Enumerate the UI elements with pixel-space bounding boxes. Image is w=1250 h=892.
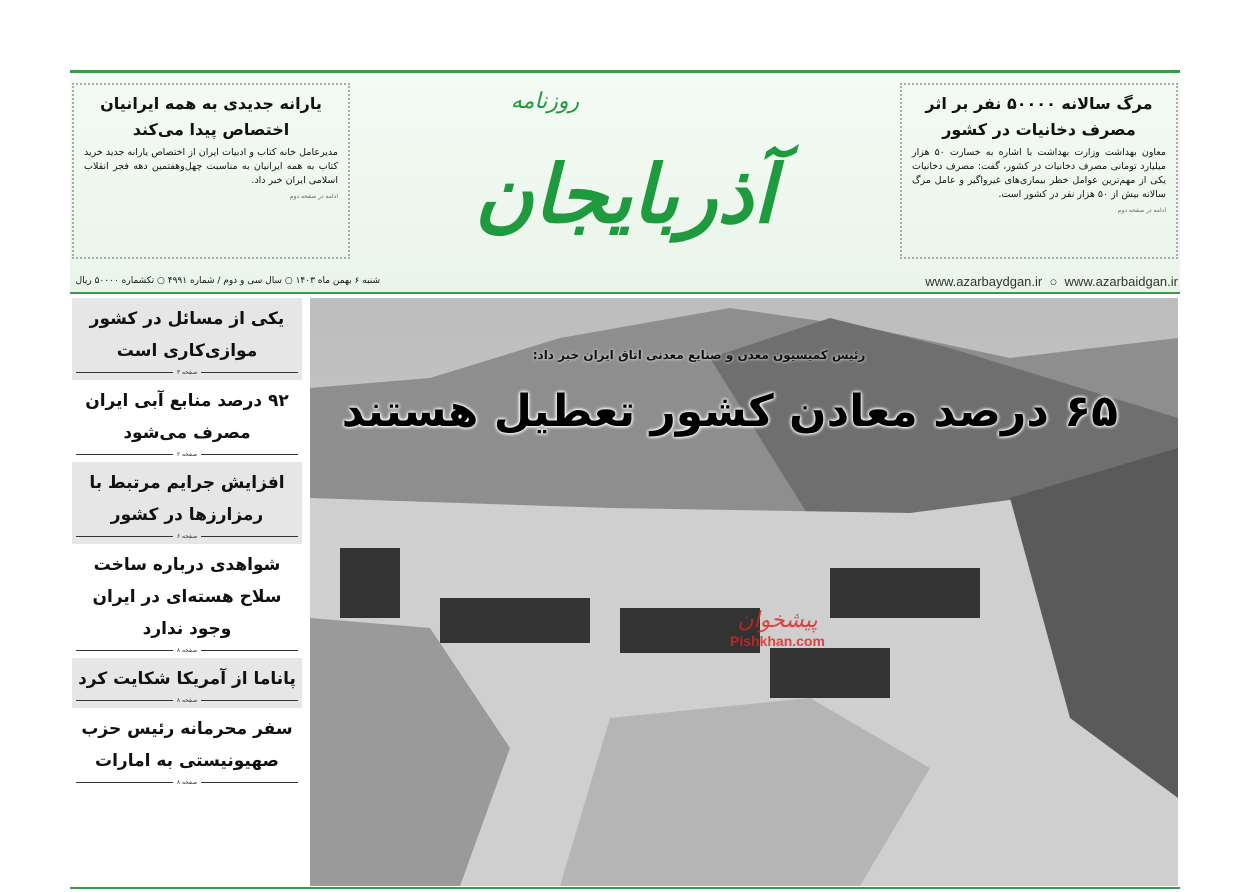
headline-text: ۹۲ درصد منابع آبی ایران مصرف می‌شود	[85, 391, 289, 443]
logo-text: آذربایجان	[474, 147, 776, 241]
headline-text: سفر محرمانه رئیس حزب صهیونیستی به امارات	[81, 719, 293, 771]
page-reference: صفحه ۸	[76, 779, 298, 786]
headline-kicker: رئیس کمیسیون معدن و صنایع معدنی اتاق ایران خبر داد:	[532, 348, 866, 362]
teaser-title: مرگ سالانه ۵۰۰۰۰ نفر بر اثر مصرف دخانیات در کشور	[925, 94, 1153, 139]
page-reference: صفحه ۸	[76, 697, 298, 704]
newspaper-logo	[410, 73, 840, 273]
main-photo	[310, 298, 1178, 886]
watermark-text: پیشخوان	[737, 608, 818, 633]
sidebar-headline[interactable]	[72, 708, 302, 790]
divider	[70, 887, 1180, 889]
website-urls[interactable]: www.azarbaydgan.ir ○ www.azarbaidgan.ir	[925, 274, 1178, 289]
page-reference: صفحه ۸	[76, 647, 298, 654]
teaser-body: معاون بهداشت وزارت بهداشت با اشاره به خسارت ۵۰ هزار میلیارد تومانی مصرف دخانیات در کشور، گفت: مصرف دخانیات یکی از مهم‌ترین عوامل خطر بیماری‌های غیرواگیر و عامل مرگ سالانه بیش از ۵۰ هزار نفر در کشور است.	[912, 147, 1166, 200]
continued-note: ادامه در صفحه دوم	[1117, 207, 1166, 214]
sidebar-headline[interactable]	[72, 380, 302, 462]
continued-note: ادامه در صفحه دوم	[289, 193, 338, 200]
sidebar-headline[interactable]	[72, 658, 302, 708]
main-headline[interactable]: ۶۵ درصد معادن کشور تعطیل هستند	[341, 386, 1118, 437]
sidebar-headline[interactable]	[72, 544, 302, 658]
page-reference: صفحه ۲	[76, 451, 298, 458]
sidebar-headline[interactable]	[72, 462, 302, 544]
watermark-logo	[730, 608, 825, 649]
page-reference: صفحه ۳	[76, 369, 298, 376]
headline-text: پاناما از آمریکا شکایت کرد	[78, 669, 296, 689]
dateline: شنبه ۶ بهمن ماه ۱۴۰۳ ○ سال سی و دوم / شماره ۴۹۹۱ ○ تکشماره ۵۰۰۰۰ ریال	[75, 276, 380, 286]
teaser-body: مدیرعامل خانه کتاب و ادبیات ایران از اختصاص یارانه جدید خرید کتاب به همه ایرانیان به مناسبت چهل‌وهفتمین دهه فجر انقلاب اسلامی ایران خبر داد.	[84, 147, 338, 186]
watermark-url: Pishkhan.com	[730, 633, 825, 649]
divider	[70, 292, 1180, 294]
left-teaser-box[interactable]	[72, 83, 350, 259]
headline-text: یکی از مسائل در کشور موازی‌کاری است	[89, 309, 285, 361]
logo-prefix: روزنامه	[510, 89, 580, 114]
right-teaser-box[interactable]	[900, 83, 1178, 259]
teaser-title: یارانه جدیدی به همه ایرانیان اختصاص پیدا می‌کند	[100, 94, 322, 139]
headline-text: افزایش جرایم مرتبط با رمزارزها در کشور	[89, 473, 285, 525]
sidebar-headlines	[72, 298, 302, 886]
page-reference: صفحه ۶	[76, 533, 298, 540]
sidebar-headline[interactable]	[72, 298, 302, 380]
headline-text: شواهدی درباره ساخت سلاح هسته‌ای در ایران وجود ندارد	[92, 555, 282, 639]
masthead	[70, 70, 1180, 294]
